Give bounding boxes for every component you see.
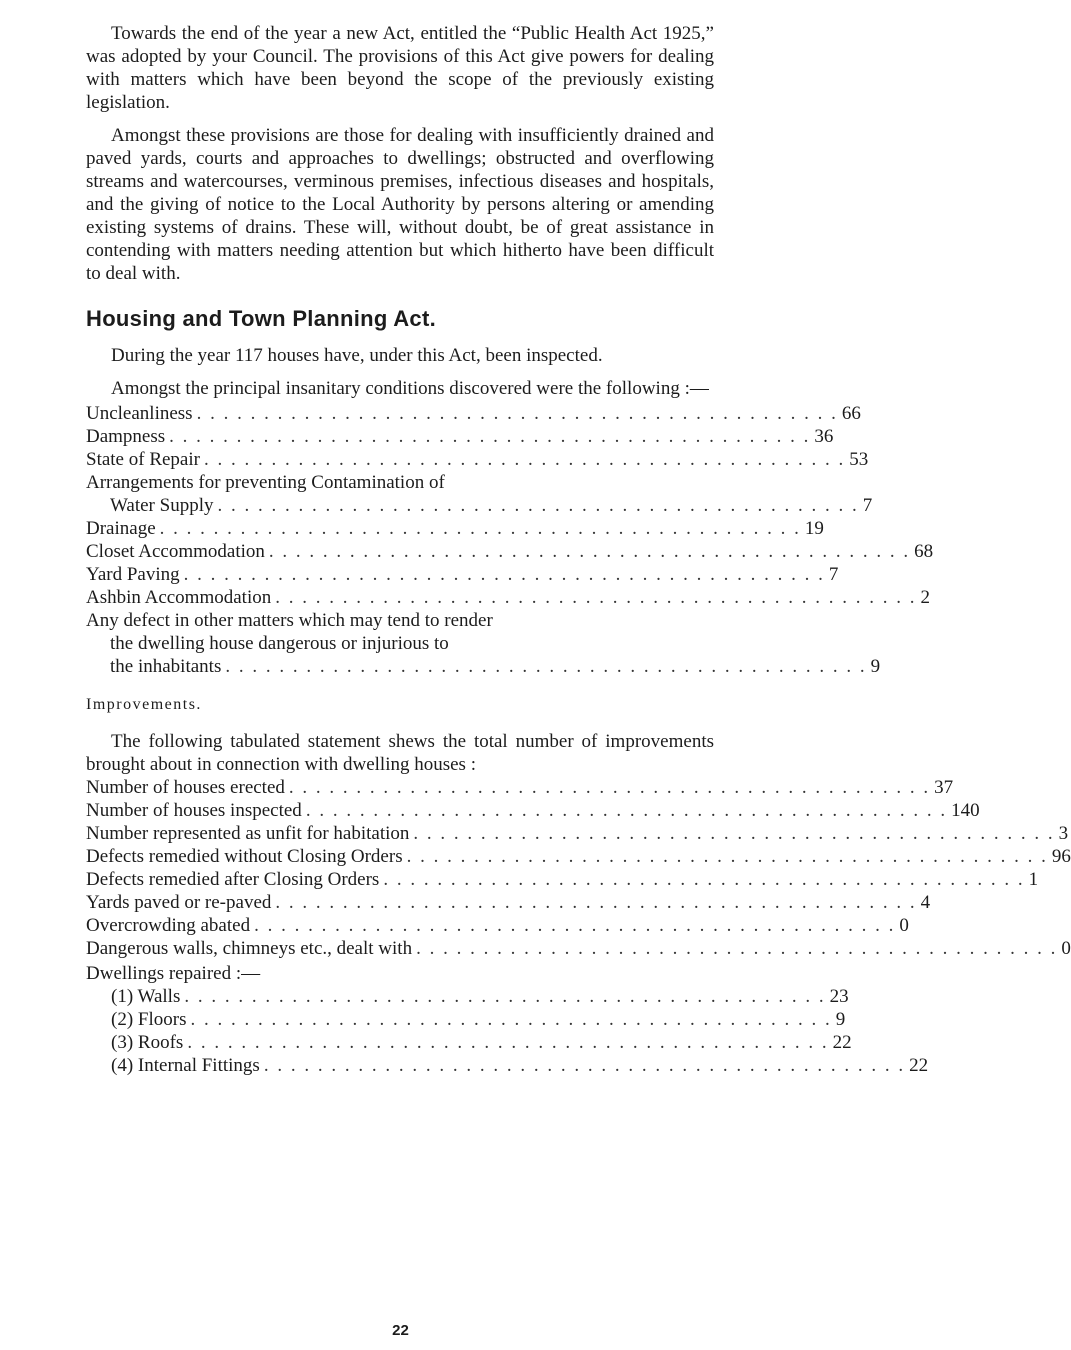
conditions-list <box>86 402 934 678</box>
improvements-list <box>86 776 1071 1077</box>
housing-paragraph-1: During the year 117 houses have, under this Act, been inspected. <box>111 345 603 366</box>
condition-row: Any defect in other matters which may tend to render <box>86 610 493 631</box>
improvement-row: Number of houses erected . . . . . . . . . . . . . . . . . . . . . . . . . . . . . . . . . . . . . . . . . . . . . . . . 37 <box>86 777 954 798</box>
housing-heading: Housing and Town Planning Act. <box>86 306 436 331</box>
condition-row: Uncleanliness . . . . . . . . . . . . . . . . . . . . . . . . . . . . . . . . . . . . . . . . . . . . . . . . 66 <box>86 403 861 424</box>
improvement-row: Dangerous walls, chimneys etc., dealt with . . . . . . . . . . . . . . . . . . . . . . . . . . . . . . . . . . . . . . . . . . . . . . . . 0 <box>86 938 1071 959</box>
improvement-row: Defects remedied without Closing Orders . . . . . . . . . . . . . . . . . . . . . . . . . . . . . . . . . . . . . . . . . . . . . . . . 96 <box>86 846 1071 867</box>
condition-row-continued: Water Supply . . . . . . . . . . . . . . . . . . . . . . . . . . . . . . . . . . . . . . . . . . . . . . . . 7 <box>110 495 873 516</box>
intro-paragraph-2: Amongst these provisions are those for dealing with insufficiently drained and paved yards, courts and approaches to dwellings; obstructed and overflowing streams and watercourses, verminous premises, infectious diseases and hospitals, and the giving of notice to the Local Authority by persons altering or amending existing systems of drains. These will, without doubt, be of great assistance in contending with matters needing attention but which hitherto have been difficult to deal with. <box>86 125 714 284</box>
repaired-row: (1) Walls . . . . . . . . . . . . . . . . . . . . . . . . . . . . . . . . . . . . . . . . . . . . . . . . 23 <box>111 986 849 1007</box>
improvement-row: Yards paved or re-paved . . . . . . . . . . . . . . . . . . . . . . . . . . . . . . . . . . . . . . . . . . . . . . . . 4 <box>86 892 931 913</box>
dwellings-repaired-label: Dwellings repaired :— <box>86 963 261 984</box>
improvements-paragraph: The following tabulated statement shews the total number of improvements brought about in connection with dwelling houses : <box>86 731 714 775</box>
repaired-row: (2) Floors . . . . . . . . . . . . . . . . . . . . . . . . . . . . . . . . . . . . . . . . . . . . . . . . 9 <box>111 1009 846 1030</box>
repaired-list <box>86 985 929 1077</box>
improvement-row: Overcrowding abated . . . . . . . . . . . . . . . . . . . . . . . . . . . . . . . . . . . . . . . . . . . . . . . . 0 <box>86 915 909 936</box>
improvement-row: Number represented as unfit for habitation . . . . . . . . . . . . . . . . . . . . . . . . . . . . . . . . . . . . . . . . . . . . . . . . 3 <box>86 823 1069 844</box>
repaired-row: (4) Internal Fittings . . . . . . . . . . . . . . . . . . . . . . . . . . . . . . . . . . . . . . . . . . . . . . . . 22 <box>111 1055 929 1076</box>
condition-row: Closet Accommodation . . . . . . . . . . . . . . . . . . . . . . . . . . . . . . . . . . . . . . . . . . . . . . . . 68 <box>86 541 934 562</box>
condition-row: Drainage . . . . . . . . . . . . . . . . . . . . . . . . . . . . . . . . . . . . . . . . . . . . . . . . 19 <box>86 518 824 539</box>
document-page <box>86 22 1071 1077</box>
page-number: 22 <box>392 1322 409 1339</box>
condition-row-continued: the dwelling house dangerous or injurious to <box>110 633 449 654</box>
condition-row-continued: the inhabitants . . . . . . . . . . . . . . . . . . . . . . . . . . . . . . . . . . . . . . . . . . . . . . . . 9 <box>110 656 881 677</box>
condition-row: Arrangements for preventing Contamination of <box>86 472 445 493</box>
repaired-row: (3) Roofs . . . . . . . . . . . . . . . . . . . . . . . . . . . . . . . . . . . . . . . . . . . . . . . . 22 <box>111 1032 852 1053</box>
improvement-row: Number of houses inspected . . . . . . . . . . . . . . . . . . . . . . . . . . . . . . . . . . . . . . . . . . . . . . . . 140 <box>86 800 980 821</box>
improvements-heading: Improvements. <box>86 696 202 713</box>
improvement-row: Defects remedied after Closing Orders . . . . . . . . . . . . . . . . . . . . . . . . . . . . . . . . . . . . . . . . . . . . . . . . 1 <box>86 869 1039 890</box>
condition-row: Dampness . . . . . . . . . . . . . . . . . . . . . . . . . . . . . . . . . . . . . . . . . . . . . . . . 36 <box>86 426 834 447</box>
condition-row: State of Repair . . . . . . . . . . . . . . . . . . . . . . . . . . . . . . . . . . . . . . . . . . . . . . . . 53 <box>86 449 869 470</box>
condition-row: Yard Paving . . . . . . . . . . . . . . . . . . . . . . . . . . . . . . . . . . . . . . . . . . . . . . . . 7 <box>86 564 839 585</box>
condition-row: Ashbin Accommodation . . . . . . . . . . . . . . . . . . . . . . . . . . . . . . . . . . . . . . . . . . . . . . . . 2 <box>86 587 930 608</box>
intro-paragraph-1: Towards the end of the year a new Act, entitled the “Public Health Act 1925,” was adopted by your Council. The provisions of this Act give powers for dealing with matters which have been beyond the scope of the previously existing legislation. <box>86 23 714 113</box>
housing-paragraph-2: Amongst the principal insanitary conditions discovered were the following :— <box>111 378 709 399</box>
